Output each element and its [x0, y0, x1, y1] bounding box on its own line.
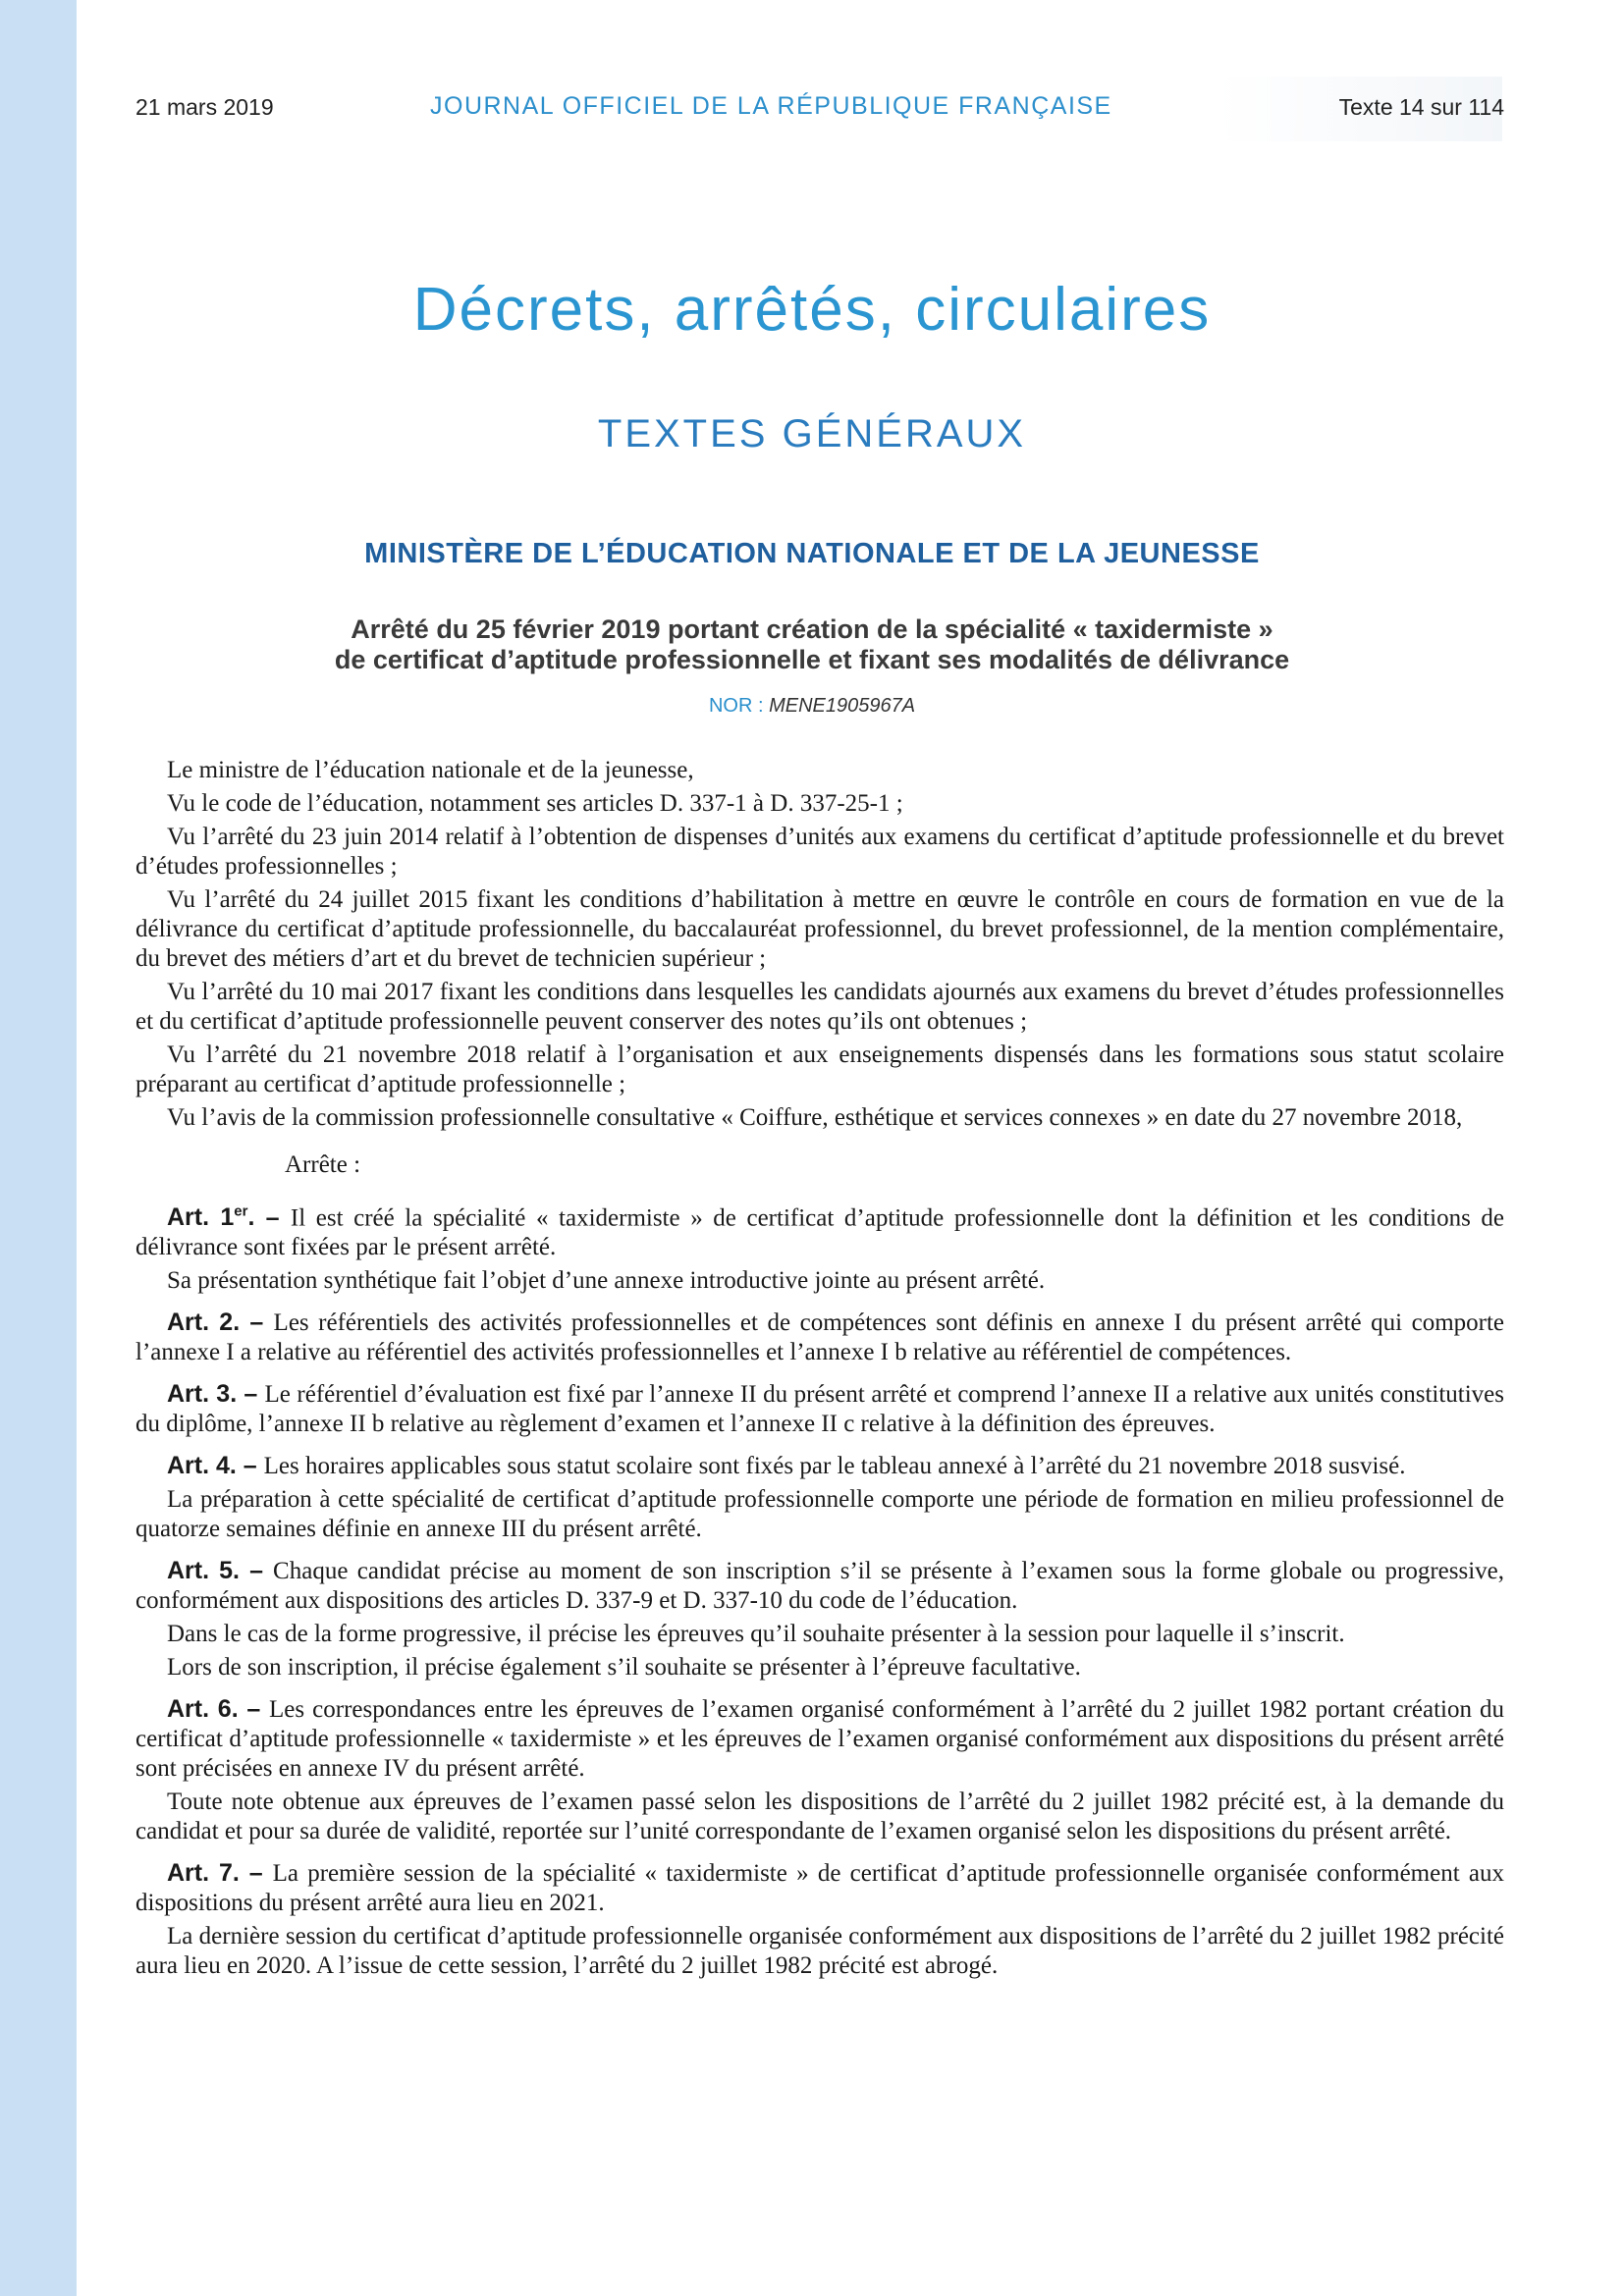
preamble-paragraph: Vu l’arrêté du 24 juillet 2015 fixant les conditions d’habilitation à mettre en œuvre le contrôle en cours de formation en vue de la délivrance du certificat d’aptitude professionnelle, du baccalauréat professionnel, du brevet professionnel, de la mention complémentaire, du brevet des métiers d’art et du brevet de technicien supérieur ; — [135, 886, 1504, 972]
article-text: Chaque candidat précise au moment de son inscription s’il se présente à l’examen sous la forme globale ou progressive, conformément aux dispositions des articles D. 337-9 et D. 337-10 du code de l’éducation. — [135, 1558, 1504, 1615]
article-label: Art. 1er. — [167, 1203, 255, 1232]
article-paragraph: Sa présentation synthétique fait l’objet d’une annexe introductive jointe au présent arrêté. — [167, 1267, 1046, 1295]
article-label: Art. 6. — [167, 1695, 239, 1724]
article-3 — [135, 1379, 1504, 1439]
arrete-label: Arrête : — [285, 1151, 361, 1178]
article-label: Art. 7. — [167, 1859, 240, 1888]
article-6 — [135, 1694, 1504, 1784]
arrete-title-line-2: de certificat d’aptitude professionnelle et fixant ses modalités de délivrance — [334, 645, 1290, 674]
article-5 — [135, 1556, 1504, 1616]
article-2 — [135, 1308, 1504, 1367]
header-page-number: Texte 14 sur 114 — [1338, 94, 1504, 120]
preamble-paragraph: Vu l’arrêté du 21 novembre 2018 relatif à l’organisation et aux enseignements dispensés dans les formations sous statut scolaire préparant au certificat d’aptitude professionnelle ; — [135, 1041, 1504, 1097]
nor-reference — [0, 695, 1624, 718]
article-text: Les correspondances entre les épreuves de l’examen organisé conformément à l’arrêté du 2 juillet 1982 portant création du certificat d’aptitude professionnelle « taxidermiste » et les épreuves de l’examen organisé conformément aux dispositions du présent arrêté sont précisées en annexe IV du présent arrêté. — [135, 1696, 1504, 1783]
article-label: Art. 4. — [167, 1452, 237, 1480]
article-paragraph: La dernière session du certificat d’aptitude professionnelle organisée conformément aux dispositions de l’arrêté du 2 juillet 1982 précité aura lieu en 2020. A l’issue de cette session, l’arrêté du 2 juillet 1982 précité est abrogé. — [135, 1923, 1504, 1980]
article-dash: – — [238, 1695, 270, 1724]
section-title: Décrets, arrêtés, circulaires — [412, 276, 1212, 344]
document-body — [135, 756, 1504, 1985]
article-label: Art. 2. — [167, 1308, 241, 1337]
preamble-paragraph: Vu l’arrêté du 10 mai 2017 fixant les conditions dans lesquelles les candidats ajournés aux examens du brevet d’études professionnelles et du certificat d’aptitude professionnelle peuvent conserver des notes qu’ils ont obtenues ; — [135, 979, 1504, 1035]
article-1 — [135, 1198, 1504, 1262]
article-text: La première session de la spécialité « taxidermiste » de certificat d’aptitude professionnelle organisée conformément aux dispositions du présent arrêté aura lieu en 2021. — [135, 1860, 1504, 1917]
article-4 — [135, 1451, 1504, 1481]
arrete-title — [0, 614, 1624, 675]
article-7 — [135, 1858, 1504, 1918]
article-label: Art. 3. — [167, 1380, 238, 1409]
header-journal-title: JOURNAL OFFICIEL DE LA RÉPUBLIQUE FRANÇAISE — [430, 92, 1112, 120]
ministry-name: MINISTÈRE DE L’ÉDUCATION NATIONALE ET DE LA JEUNESSE — [364, 538, 1260, 569]
preamble-paragraph: Le ministre de l’éducation nationale et de la jeunesse, — [167, 757, 694, 783]
nor-label: NOR : — [708, 695, 764, 717]
article-dash: – — [236, 1452, 264, 1480]
article-dash: – — [254, 1203, 291, 1232]
page-header — [135, 94, 1504, 128]
preamble-paragraph: Vu l’avis de la commission professionnelle consultative « Coiffure, esthétique et services connexes » en date du 27 novembre 2018, — [167, 1104, 1463, 1131]
article-paragraph: Dans le cas de la forme progressive, il précise les épreuves qu’il souhaite présenter à la session pour laquelle il s’inscrit. — [167, 1621, 1345, 1648]
article-text: Il est créé la spécialité « taxidermiste » de certificat d’aptitude professionnelle dont la définition et les conditions de délivrance sont fixées par le présent arrêté. — [135, 1204, 1504, 1261]
article-paragraph: Toute note obtenue aux épreuves de l’examen passé selon les dispositions de l’arrêté du 2 juillet 1982 précité est, à la demande du candidat et pour sa durée de validité, reportée sur l’unité correspondante de l’examen organisé selon les dispositions du présent arrêté. — [135, 1789, 1504, 1845]
article-paragraph: La préparation à cette spécialité de certificat d’aptitude professionnelle comporte une période de formation en milieu professionnel de quatorze semaines définie en annexe III du présent arrêté. — [135, 1486, 1504, 1543]
sub-title: TEXTES GÉNÉRAUX — [597, 412, 1027, 455]
article-dash: – — [239, 1859, 273, 1888]
nor-code: MENE1905967A — [769, 695, 916, 717]
article-text: Les référentiels des activités professionnelles et de compétences sont définis en annexe I du présent arrêté qui comporte l’annexe I a relative au référentiel des activités professionnelles et l’annexe I b relative au référentiel de compétences. — [135, 1309, 1505, 1366]
preamble-paragraph: Vu l’arrêté du 23 juin 2014 relatif à l’obtention de dispenses d’unités aux examens du certificat d’aptitude professionnelle et du brevet d’études professionnelles ; — [135, 824, 1504, 880]
article-dash: – — [240, 1308, 274, 1337]
article-dash: – — [237, 1380, 265, 1409]
preamble-paragraph: Vu le code de l’éducation, notamment ses articles D. 337-1 à D. 337-25-1 ; — [167, 790, 903, 817]
article-paragraph: Lors de son inscription, il précise également s’il souhaite se présenter à l’épreuve facultative. — [167, 1654, 1081, 1682]
article-dash: – — [239, 1557, 274, 1585]
article-text: Le référentiel d’évaluation est fixé par l’annexe II du présent arrêté et comprend l’annexe II a relative aux unités constitutives du diplôme, l’annexe II b relative au règlement d’examen et l’annexe II c relative à la définition des épreuves. — [135, 1381, 1504, 1438]
article-label: Art. 5. — [167, 1557, 240, 1585]
arrete-title-line-1: Arrêté du 25 février 2019 portant création de la spécialité « taxidermiste » — [351, 614, 1273, 644]
header-date: 21 mars 2019 — [135, 94, 274, 120]
article-text: Les horaires applicables sous statut scolaire sont fixés par le tableau annexé à l’arrêté du 21 novembre 2018 susvisé. — [263, 1453, 1406, 1480]
